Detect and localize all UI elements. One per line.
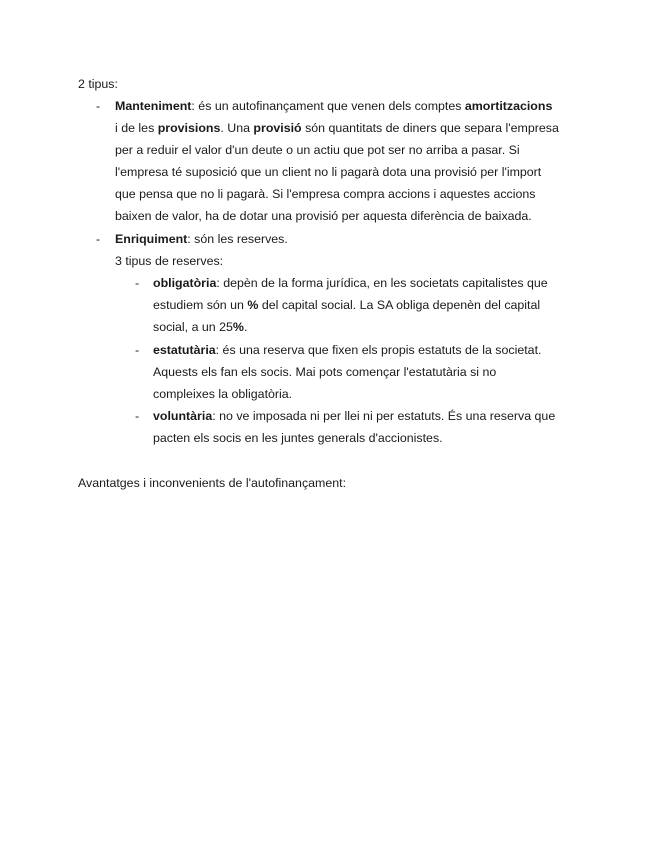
sub-bullet-dash: - bbox=[135, 276, 140, 290]
manteniment-line-4: l'empresa té suposició que un client no li pagarà dota una provisió per l'import bbox=[115, 165, 542, 179]
obligatoria-line-2: estudiem són un % del capital social. La SA obliga depenèn del capital bbox=[153, 298, 541, 312]
provisions-term: provisions bbox=[157, 121, 221, 135]
voluntaria-line-2: pacten els socis en les juntes generals d'accionistes. bbox=[153, 431, 443, 445]
bullet-dash: - bbox=[96, 99, 101, 113]
estatutaria-line-2: Aquests els fan els socis. Mai pots començar l'estatutària si no bbox=[153, 365, 497, 379]
sub-bullet-dash: - bbox=[135, 409, 140, 423]
amortitzacions-term: amortitzacions bbox=[464, 99, 553, 113]
manteniment-line-5: que pensa que no li pagarà. Si l'empresa compra accions i aquestes accions bbox=[115, 187, 536, 201]
obligatoria-line-3: social, a un 25%. bbox=[153, 320, 248, 334]
manteniment-line-2: i de les provisions. Una provisió són quantitats de diners que separa l'empresa bbox=[115, 121, 559, 135]
enriquiment-term: Enriquiment bbox=[115, 232, 188, 246]
voluntaria-term: voluntària bbox=[153, 409, 213, 423]
bullet-dash: - bbox=[96, 232, 101, 246]
manteniment-line-3: per a reduir el valor d'un deute o un actiu que pot ser no arriba a pasar. Si bbox=[115, 143, 520, 157]
manteniment-term: Manteniment bbox=[115, 99, 192, 113]
estatutaria-term: estatutària bbox=[153, 343, 216, 357]
obligatoria-term: obligatòria bbox=[153, 276, 217, 290]
intro-text: 2 tipus: bbox=[78, 77, 118, 91]
manteniment-line-1: Manteniment: és un autofinançament que venen dels comptes amortitzacions bbox=[115, 99, 553, 113]
provisio-term: provisió bbox=[253, 121, 302, 135]
closing-text: Avantatges i inconvenients de l'autofinançament: bbox=[78, 476, 347, 490]
estatutaria-line-1: estatutària: és una reserva que fixen els propis estatuts de la societat. bbox=[153, 343, 542, 357]
estatutaria-line-3: compleixes la obligatòria. bbox=[153, 387, 293, 401]
manteniment-line-6: baixen de valor, ha de dotar una provisió per aquesta diferència de baixada. bbox=[115, 209, 532, 223]
voluntaria-line-1: voluntària: no ve imposada ni per llei ni per estatuts. És una reserva que bbox=[153, 409, 556, 423]
reserves-intro: 3 tipus de reserves: bbox=[115, 254, 224, 268]
enriquiment-line: Enriquiment: són les reserves. bbox=[115, 232, 288, 246]
obligatoria-line-1: obligatòria: depèn de la forma jurídica, en les societats capitalistes que bbox=[153, 276, 548, 290]
sub-bullet-dash: - bbox=[135, 343, 140, 357]
